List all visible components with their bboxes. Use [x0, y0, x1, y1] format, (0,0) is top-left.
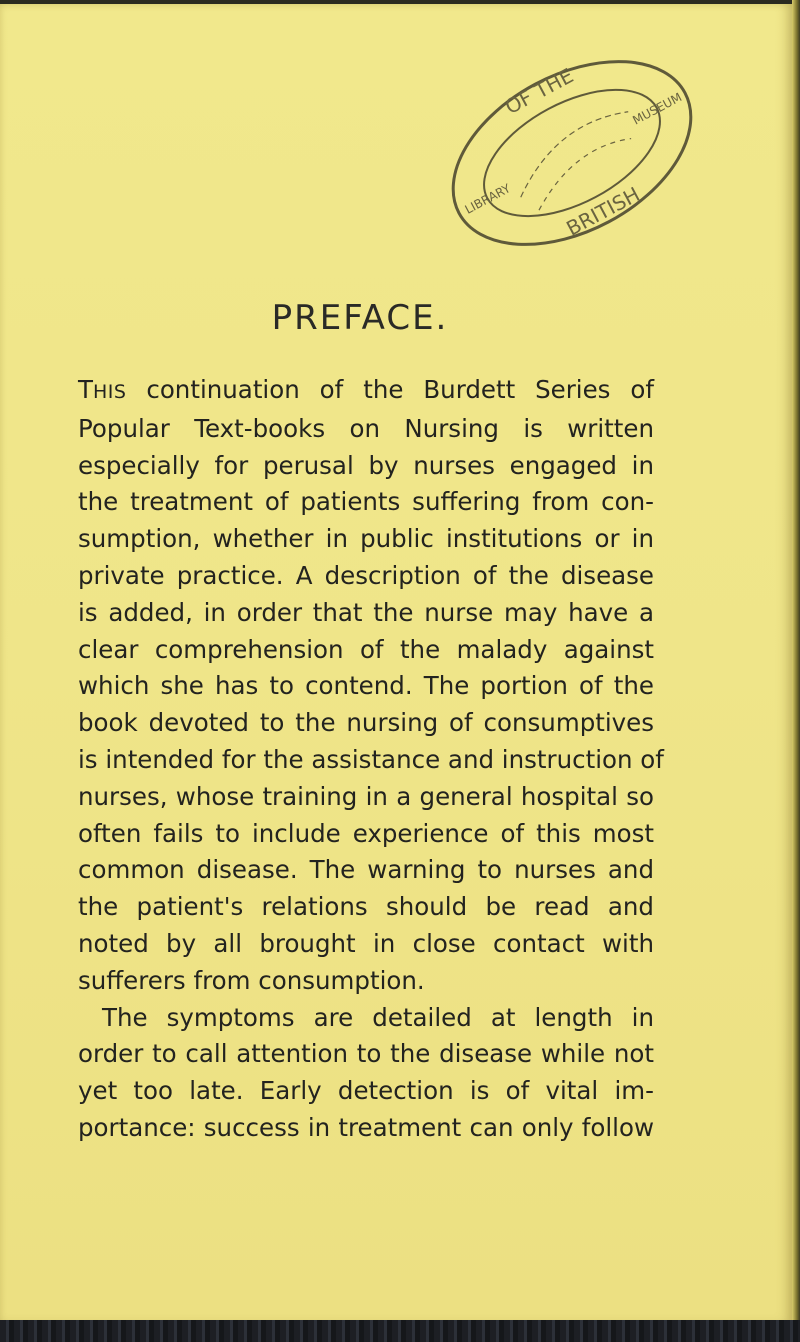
paragraph-1-line-15: noted by all brought in close contact with: [78, 928, 654, 958]
paragraph-2-line-0: The symptoms are detailed at length in: [102, 1002, 654, 1032]
paragraph-1-line-3: the treatment of patients suffering from con-: [78, 487, 654, 517]
paragraph-2-line-2: yet too late. Early detection is of vital im-: [78, 1076, 654, 1106]
page-top-edge: [0, 0, 800, 4]
paragraph-1-line-1: Popular Text-books on Nursing is written: [78, 413, 654, 443]
paragraph-1-line-12: often fails to include experience of this most: [78, 818, 654, 848]
stamp-bottom-text: BRITISH: [562, 182, 644, 241]
small-caps-rest: HIS: [92, 381, 127, 403]
paragraph-1-line-6: is added, in order that the nurse may have a: [78, 597, 654, 627]
paragraph-1-line-14: the patient's relations should be read and: [78, 892, 654, 922]
library-stamp: [436, 38, 708, 268]
stamp-top-text: OF THE: [501, 63, 578, 120]
paragraph-1-line-0: [78, 372, 654, 411]
page-right-edge: [792, 0, 800, 1342]
paragraph-1-line-7: clear comprehension of the malady against: [78, 634, 654, 664]
small-caps-initial: T: [78, 375, 93, 404]
paragraph-1-line-5: private practice. A description of the disease: [78, 560, 654, 590]
paragraph-1-line-10: is intended for the assistance and instruction of: [78, 744, 664, 774]
paragraph-1-line-13: common disease. The warning to nurses and: [78, 855, 654, 885]
preface-body: [78, 372, 664, 1147]
stamp-left-text: LIBRARY: [462, 181, 513, 217]
paragraph-2-line-3: portance: success in treatment can only follow: [78, 1112, 654, 1142]
paragraph-1-line-8: which she has to contend. The portion of the: [78, 671, 654, 701]
page-title: PREFACE.: [271, 298, 449, 338]
paragraph-2-line-1: order to call attention to the disease while not: [78, 1039, 654, 1069]
page-bottom-edge: [0, 1320, 800, 1342]
stamp-right-text: MUSEUM: [630, 90, 685, 128]
library-stamp-icon: [436, 38, 708, 268]
paragraph-1-line-11: nurses, whose training in a general hospital so: [78, 781, 654, 811]
paragraph-1-line-4: sumption, whether in public institutions or in: [78, 524, 654, 554]
paragraph-1-line-16: sufferers from consumption.: [78, 965, 425, 995]
paragraph-1-line-9: book devoted to the nursing of consumptives: [78, 708, 654, 738]
line-text: continuation of the Burdett Series of: [126, 375, 654, 404]
paragraph-1-line-2: especially for perusal by nurses engaged in: [78, 450, 654, 480]
